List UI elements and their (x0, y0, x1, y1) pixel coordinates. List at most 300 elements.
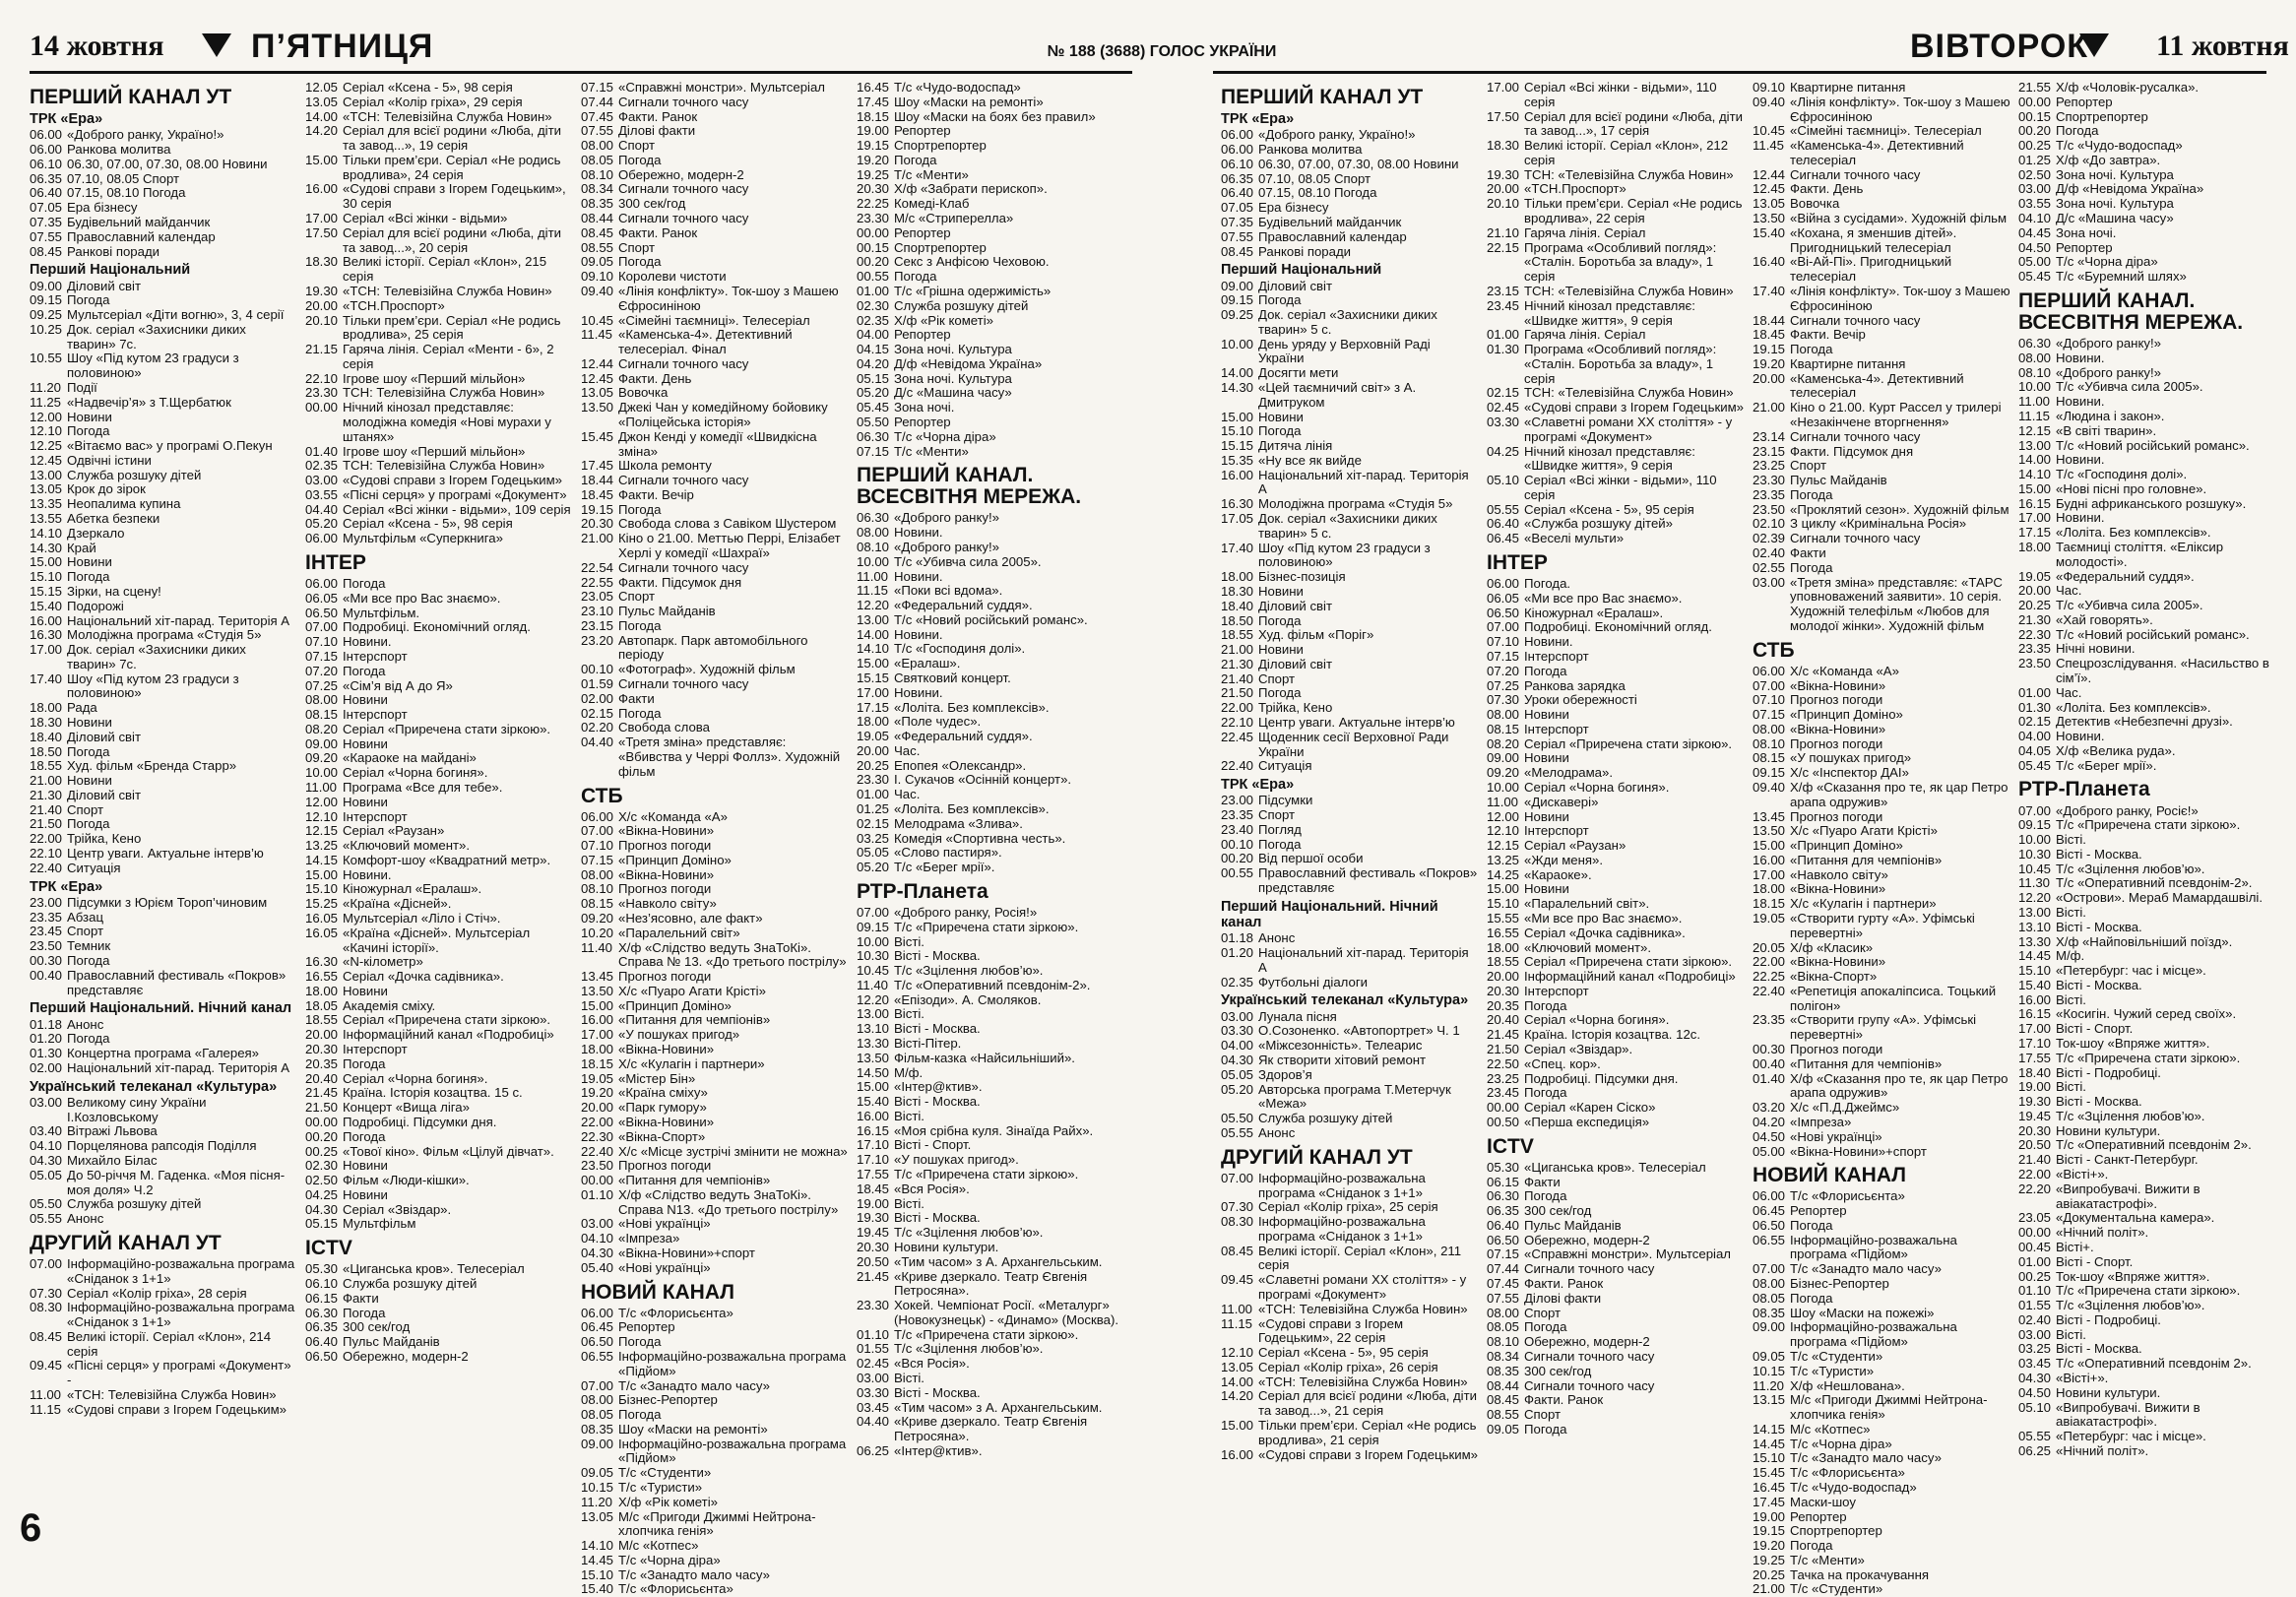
programme-row (30, 482, 297, 497)
programme-time: 08.45 (1487, 1392, 1520, 1408)
programme-time: 20.10 (305, 312, 339, 328)
programme-title: Факти (618, 690, 655, 706)
programme-time: 09.10 (1753, 80, 1786, 95)
programme-title: Ток-шоу «Впряже життя». (2056, 1268, 2210, 1284)
programme-time: 04.40 (581, 735, 614, 750)
programme-time: 14.00 (305, 108, 339, 124)
programme-row (1753, 139, 2010, 168)
programme-row (2018, 584, 2271, 599)
programme-time: 09.05 (1753, 1348, 1786, 1364)
programme-title: «Судові справи з Ігорем Годецьким» (1258, 1446, 1479, 1462)
programme-time: 16.00 (857, 1108, 890, 1123)
programme-row (857, 1037, 1129, 1052)
programme-title: Зірки, на сцену! (67, 583, 161, 599)
programme-title: Вісті-Пітер. (894, 1036, 962, 1052)
programme-row (581, 561, 849, 576)
programme-title: Репортер (2056, 94, 2113, 109)
programme-title: Факти. Вечір (1790, 327, 1866, 343)
programme-time: 08.34 (1487, 1348, 1520, 1364)
programme-time: 23.45 (1487, 297, 1520, 313)
programme-row (2018, 380, 2271, 395)
programme-time: 02.39 (1753, 531, 1786, 546)
programme-title: Новини. (894, 684, 943, 700)
programme-row (1487, 650, 1745, 665)
programme-row (1753, 1219, 2010, 1234)
programme-title: «Лоліта. Без комплексів». (2056, 525, 2211, 541)
programme-title: Вісті. (2056, 991, 2086, 1007)
programme-title: Бізнес-позиція (1258, 569, 1346, 585)
programme-row (581, 897, 849, 912)
programme-time: 18.00 (581, 1042, 614, 1057)
programme-title: Комеді-Клаб (894, 196, 970, 212)
programme-title: Спорт (618, 589, 656, 605)
programme-time: 06.05 (1487, 590, 1520, 606)
programme-title: Прогноз погоди (1790, 1042, 1883, 1057)
programme-row (857, 642, 1129, 657)
programme-title: Серіал «Колір гріха», 25 серія (1258, 1199, 1438, 1215)
programme-time: 22.00 (30, 831, 63, 847)
programme-row (581, 1086, 849, 1101)
programme-row (2018, 921, 2271, 935)
programme-row (30, 527, 297, 542)
channel-heading: ДРУГИЙ КАНАЛ УТ (30, 1231, 222, 1254)
programme-title: Т/с «Чудо-водоспад» (894, 80, 1021, 95)
channel-heading: ІНТЕР (1487, 551, 1548, 574)
programme-time: 05.55 (2018, 1429, 2052, 1444)
programme-title: Академія сміху. (343, 997, 436, 1013)
programme-time: 21.50 (305, 1100, 339, 1116)
programme-title: Дзеркало (67, 525, 125, 541)
programme-row (1753, 285, 2010, 314)
programme-row (30, 245, 297, 260)
channel-heading: НОВИЙ КАНАЛ (581, 1280, 734, 1304)
programme-row (2018, 124, 2271, 139)
programme-title: Бізнес-Репортер (1790, 1276, 1889, 1292)
programme-title: «Мелодрама». (1524, 765, 1614, 781)
programme-time: 07.15 (1487, 648, 1520, 664)
programme-title: Т/с «Чудо-водоспад» (1790, 1479, 1917, 1495)
programme-time: 17.10 (2018, 1036, 2052, 1052)
programme-title: «Вітаємо вас» у програмі О.Пекун (67, 438, 273, 454)
programme-time: 08.00 (305, 692, 339, 708)
programme-title: Епопея «Олександр». (894, 757, 1027, 773)
programme-title: «Караоке на майдані» (343, 750, 477, 766)
programme-title: Новини культури. (2056, 1122, 2161, 1138)
programme-title: «Вісті+». (2056, 1370, 2109, 1385)
programme-time: 23.15 (581, 617, 614, 633)
programme-time: 13.05 (1221, 1359, 1254, 1374)
programme-title: Будівельний майданчик (1258, 214, 1402, 229)
programme-row (2018, 613, 2271, 628)
programme-row (1753, 955, 2010, 970)
programme-row (30, 1169, 297, 1198)
programme-row (1221, 1024, 1479, 1039)
programme-row (1487, 226, 1745, 241)
programme-row (1487, 517, 1745, 532)
programme-row (305, 693, 573, 708)
programme-row (30, 789, 297, 803)
programme-title: Новини. (1524, 634, 1573, 650)
programme-time: 07.05 (1221, 200, 1254, 216)
programme-title: Т/с «Флорисьєнта» (618, 1305, 733, 1320)
programme-row (30, 1359, 297, 1388)
programme-time: 13.45 (1753, 808, 1786, 824)
programme-title: Комфорт-шоу «Квадратний метр». (343, 852, 551, 867)
programme-title: Т/с «Занадто мало часу» (1790, 1261, 1942, 1277)
programme-row (1221, 1361, 1479, 1375)
programme-time: 13.00 (857, 611, 890, 627)
programme-title: Т/с «Оперативний псевдонім-2». (2056, 875, 2253, 891)
programme-time: 01.00 (2018, 1253, 2052, 1269)
programme-title: «Нічний політ». (2056, 1225, 2149, 1241)
programme-title: Новини. (894, 568, 943, 584)
programme-row (1753, 912, 2010, 941)
programme-time: 10.00 (857, 553, 890, 569)
programme-title: Факти. Ранок (1524, 1276, 1604, 1292)
programme-title: Великі історії. Серіал «Клон», 212 серія (1524, 138, 1729, 167)
programme-time: 05.45 (857, 400, 890, 415)
programme-time: 10.00 (2018, 379, 2052, 395)
programme-title: 06.30, 07.00, 07.30, 08.00 Новини (1258, 156, 1459, 171)
programme-time: 02.15 (2018, 714, 2052, 730)
programme-time: 17.40 (30, 671, 63, 686)
programme-time: 03.00 (1753, 574, 1786, 590)
programme-time: 11.20 (30, 380, 62, 396)
programme-row (581, 721, 849, 735)
programme-row (305, 372, 573, 387)
programme-title: Т/с «Новий російський романс». (894, 611, 1088, 627)
programme-row (1753, 459, 2010, 474)
programme-title: Прогноз погоди (1790, 692, 1883, 708)
programme-time: 08.45 (581, 224, 614, 240)
programme-time: 06.15 (305, 1290, 339, 1306)
programme-time: 17.00 (1753, 866, 1786, 882)
programme-title: Православний календар (67, 228, 216, 244)
programme-row (30, 396, 297, 411)
programme-title: Ера бізнесу (1258, 200, 1329, 216)
programme-title: Ера бізнесу (67, 200, 138, 216)
programme-row (1221, 512, 1479, 542)
programme-row (1221, 1083, 1479, 1113)
programme-time: 11.15 (857, 583, 889, 599)
programme-row (1221, 866, 1479, 896)
programme-time: 14.10 (857, 641, 890, 657)
programme-time: 10.20 (581, 925, 614, 940)
programme-row (581, 124, 849, 139)
programme-time: 12.10 (1487, 823, 1520, 839)
programme-time: 18.05 (305, 997, 339, 1013)
programme-time: 05.20 (857, 385, 890, 401)
programme-title: Репортер (894, 414, 951, 429)
programme-title: Серіал «Карен Сіско» (1524, 1100, 1656, 1116)
programme-title: «Славетні романи XX століття» - у програмі «Документ» (1258, 1272, 1467, 1302)
programme-title: Зона ночі. Культура (2056, 196, 2174, 212)
programme-row (857, 1299, 1129, 1328)
programme-time: 13.50 (1753, 211, 1786, 226)
programme-row (2018, 241, 2271, 256)
programme-row (30, 512, 297, 527)
programme-time: 14.00 (857, 626, 890, 642)
programme-time: 21.55 (2018, 80, 2052, 95)
programme-row (30, 803, 297, 818)
programme-time: 06.35 (305, 1319, 339, 1335)
programme-time: 16.05 (305, 925, 339, 940)
programme-title: Крок до зірок (67, 481, 146, 497)
programme-title: М/с «Пригоди Джиммі Нейтрона-хлопчика генія» (1790, 1392, 1988, 1423)
programme-time: 02.00 (30, 1059, 63, 1075)
programme-row (305, 212, 573, 226)
programme-title: Т/с «Зцілення любов’ю». (2056, 1298, 2205, 1313)
programme-title: «ТСН: Телевізійна Служба Новин» (343, 283, 552, 298)
programme-row (305, 999, 573, 1014)
programme-row (2018, 686, 2271, 701)
programme-time: 07.15 (857, 443, 890, 459)
programme-title: «Пісні серця» у програмі «Документ» (343, 486, 567, 502)
programme-time: 14.15 (305, 852, 339, 867)
programme-row (30, 1124, 297, 1139)
programme-time: 08.00 (1487, 1305, 1520, 1320)
programme-title: «Нові пісні про головне». (2056, 480, 2207, 496)
programme-title: Інтерспорт (1524, 721, 1589, 736)
programme-row (305, 1350, 573, 1365)
programme-title: «Репетиція апокаліпсиса. Тоцький полігон» (1790, 983, 1997, 1013)
programme-time: 20.00 (305, 297, 339, 313)
programme-time: 19.15 (857, 138, 890, 154)
programme-row (1487, 607, 1745, 621)
programme-time: 03.00 (2018, 1326, 2052, 1342)
programme-row (857, 730, 1129, 744)
programme-row (2018, 468, 2271, 482)
programme-title: Новини (1524, 881, 1569, 897)
programme-title: Таємниці століття. «Еліксир молодості». (2056, 539, 2224, 569)
programme-row (581, 1510, 849, 1540)
programme-time: 11.00 (1487, 794, 1519, 809)
programme-row (857, 701, 1129, 716)
programme-row (2018, 424, 2271, 439)
programme-title: Ранкові поради (1258, 243, 1352, 259)
programme-title: Ранкові поради (67, 243, 160, 259)
programme-title: «Федеральний суддя». (894, 598, 1033, 613)
programme-title: «Федеральний суддя». (894, 729, 1033, 744)
programme-title: 07.15, 08.10 Погода (67, 185, 186, 201)
programme-row (857, 226, 1129, 241)
programme-row (581, 430, 849, 460)
listing-column (301, 81, 577, 1548)
programme-time: 06.40 (1487, 1217, 1520, 1233)
programme-row (2018, 168, 2271, 183)
programme-title: Х/ф «До завтра». (2056, 152, 2161, 167)
programme-row (2018, 715, 2271, 730)
programme-row (1753, 517, 2010, 532)
programme-row (2018, 511, 2271, 526)
programme-title: Серіал «Ксена - 5», 95 серія (1258, 1345, 1429, 1361)
programme-time: 18.45 (581, 486, 614, 502)
programme-time: 06.40 (305, 1334, 339, 1350)
programme-title: Інформаційний канал «Подробиці» (1524, 969, 1736, 985)
programme-row (1487, 1101, 1745, 1116)
programme-row (1753, 1277, 2010, 1292)
programme-title: Факти (343, 1290, 379, 1306)
programme-title: «Надвечір’я» з Т.Щербатюк (67, 394, 231, 410)
programme-title: Вовочка (1790, 196, 1840, 212)
programme-time: 09.15 (2018, 817, 2052, 833)
programme-time: 20.00 (581, 1100, 614, 1116)
programme-row (1753, 401, 2010, 430)
programme-row (2018, 744, 2271, 759)
programme-title: Серіал «Ксена - 5», 95 серія (1524, 501, 1694, 517)
programme-time: 03.25 (857, 830, 890, 846)
programme-row (581, 985, 849, 999)
programme-row (857, 1270, 1129, 1300)
programme-time: 16.30 (305, 954, 339, 970)
programme-row (30, 1212, 297, 1227)
programme-time: 17.50 (305, 224, 339, 240)
programme-row (305, 926, 573, 956)
programme-time: 02.40 (1753, 545, 1786, 560)
programme-row (305, 1262, 573, 1277)
programme-time: 11.40 (857, 977, 889, 992)
programme-row (30, 1197, 297, 1212)
programme-time: 00.00 (581, 1173, 614, 1188)
programme-time: 08.10 (1487, 1334, 1520, 1350)
programme-time: 07.00 (1487, 619, 1520, 635)
programme-title: Х/с «Команда «А» (618, 808, 728, 824)
programme-time: 04.05 (2018, 742, 2052, 758)
programme-row (581, 1408, 849, 1423)
programme-time: 23.05 (581, 589, 614, 605)
programme-row (1487, 1350, 1745, 1365)
programme-title: Х/с «Інспектор ДАІ» (1790, 765, 1909, 781)
programme-time: 13.00 (2018, 437, 2052, 453)
programme-time: 23.40 (1221, 821, 1254, 837)
programme-row (305, 1174, 573, 1188)
programme-title: Т/с «Убивча сила 2005». (2056, 379, 2203, 395)
programme-title: «Доброго ранку!» (894, 539, 999, 554)
programme-title: Т/с «Студенти» (618, 1465, 712, 1481)
programme-time: 06.25 (2018, 1442, 2052, 1458)
programme-row (1753, 737, 2010, 752)
programme-title: Обережно, модерн-2 (1524, 1232, 1650, 1247)
programme-title: Т/с «Зцілення любов’ю». (894, 1225, 1044, 1241)
programme-time: 14.20 (305, 123, 339, 139)
programme-time: 10.55 (30, 351, 63, 366)
programme-time: 04.40 (857, 1414, 890, 1430)
programme-row (305, 1335, 573, 1350)
channel-heading: ТРК «Ера» (30, 111, 103, 128)
programme-title: Анонс (67, 1211, 104, 1227)
programme-time: 03.00 (30, 1094, 63, 1110)
programme-time: 12.44 (1753, 166, 1786, 182)
programme-time: 16.30 (30, 627, 63, 643)
programme-time: 07.55 (1221, 228, 1254, 244)
programme-time: 20.25 (2018, 598, 2052, 613)
programme-row (581, 285, 849, 314)
programme-time: 06.50 (1487, 605, 1520, 620)
programme-row (305, 1292, 573, 1307)
listing-column (1483, 81, 1749, 1548)
programme-row (857, 1357, 1129, 1372)
programme-row (1753, 1189, 2010, 1204)
programme-time: 06.50 (581, 1334, 614, 1350)
programme-row (1753, 124, 2010, 139)
programme-row (1487, 415, 1745, 445)
programme-title: Погода (1790, 1538, 1833, 1554)
programme-title: Вісті - Подробиці. (2056, 1311, 2161, 1327)
programme-row (1221, 381, 1479, 411)
programme-time: 23.15 (1487, 283, 1520, 298)
channel-heading: ПЕРШИЙ КАНАЛ УТ (1221, 86, 1424, 108)
programme-title: Сигнали точного часу (1790, 166, 1921, 182)
programme-title: ТСН: «Телевізійна Служба Новин» (1524, 166, 1734, 182)
programme-title: Погода (67, 569, 110, 585)
programme-title: Новини (1524, 707, 1569, 723)
programme-row (30, 439, 297, 454)
programme-time: 06.30 (857, 510, 890, 526)
programme-row (305, 1043, 573, 1057)
programme-row (2018, 949, 2271, 964)
programme-time: 06.10 (30, 156, 63, 171)
programme-time: 10.45 (1753, 123, 1786, 139)
programme-row (857, 1197, 1129, 1212)
programme-title: «Вікна-Новини» (1790, 881, 1886, 897)
programme-title: «Навколо світу» (1790, 866, 1888, 882)
programme-title: Ранкова молитва (67, 142, 171, 158)
programme-time: 11.15 (2018, 408, 2051, 423)
programme-title: «Лоліта. Без комплексів». (2056, 699, 2211, 715)
programme-row (2018, 226, 2271, 241)
programme-time: 16.00 (2018, 991, 2052, 1007)
programme-title: Хокей. Чемпіонат Росії. «Металург» (Новокузнецьк) - «Динамо» (Москва). (894, 1298, 1119, 1327)
programme-time: 17.15 (857, 699, 890, 715)
programme-time: 11.30 (2018, 875, 2051, 891)
programme-time: 15.55 (1487, 911, 1520, 926)
programme-time: 07.45 (1487, 1276, 1520, 1292)
programme-row (305, 154, 573, 183)
programme-time: 16.30 (1221, 496, 1254, 512)
programme-row (1487, 665, 1745, 679)
programme-row (1487, 1408, 1745, 1423)
programme-title: Репортер (894, 123, 951, 139)
programme-row (857, 1415, 1129, 1444)
programme-time: 18.00 (305, 983, 339, 998)
programme-title: «Вікна-Спорт» (618, 1128, 706, 1144)
programme-time: 10.25 (30, 321, 63, 337)
programme-title: «Вся Росія». (894, 1356, 970, 1372)
programme-time: 19.00 (2018, 1079, 2052, 1095)
programme-row (305, 1130, 573, 1145)
programme-title: Серіал «Ксена - 5», 98 серія (343, 516, 513, 532)
programme-title: Прогноз погоди (618, 1158, 712, 1174)
programme-time: 21.50 (1221, 685, 1254, 701)
programme-title: «Третя зміна» представляє: «ТАРС уповноважений заявити». 10 серія. Художній телефільм «Любов для молодої жінки». Художній фільм (1790, 574, 2003, 633)
programme-title: Інтерспорт (1524, 983, 1589, 998)
programme-title: «Вікна-Новини» (1790, 954, 1886, 970)
programme-time: 13.05 (1753, 196, 1786, 212)
programme-row (857, 1022, 1129, 1037)
programme-title: Т/с «Приречена стати зіркою». (894, 1167, 1079, 1182)
programme-title: Т/с «Чорна діра» (894, 428, 996, 444)
programme-row (857, 401, 1129, 415)
programme-title: «Доброго ранку, Росія!» (894, 904, 1038, 920)
programme-time: 19.05 (857, 729, 890, 744)
programme-title: Серіал «Колір гріха», 26 серія (1258, 1359, 1438, 1374)
programme-title: Подорожі (67, 598, 124, 613)
programme-time: 15.15 (1221, 438, 1254, 454)
programme-time: 03.00 (305, 473, 339, 488)
programme-title: Т/с «Убивча сила 2005». (894, 553, 1042, 569)
programme-row (857, 1255, 1129, 1270)
programme-row (857, 1444, 1129, 1459)
